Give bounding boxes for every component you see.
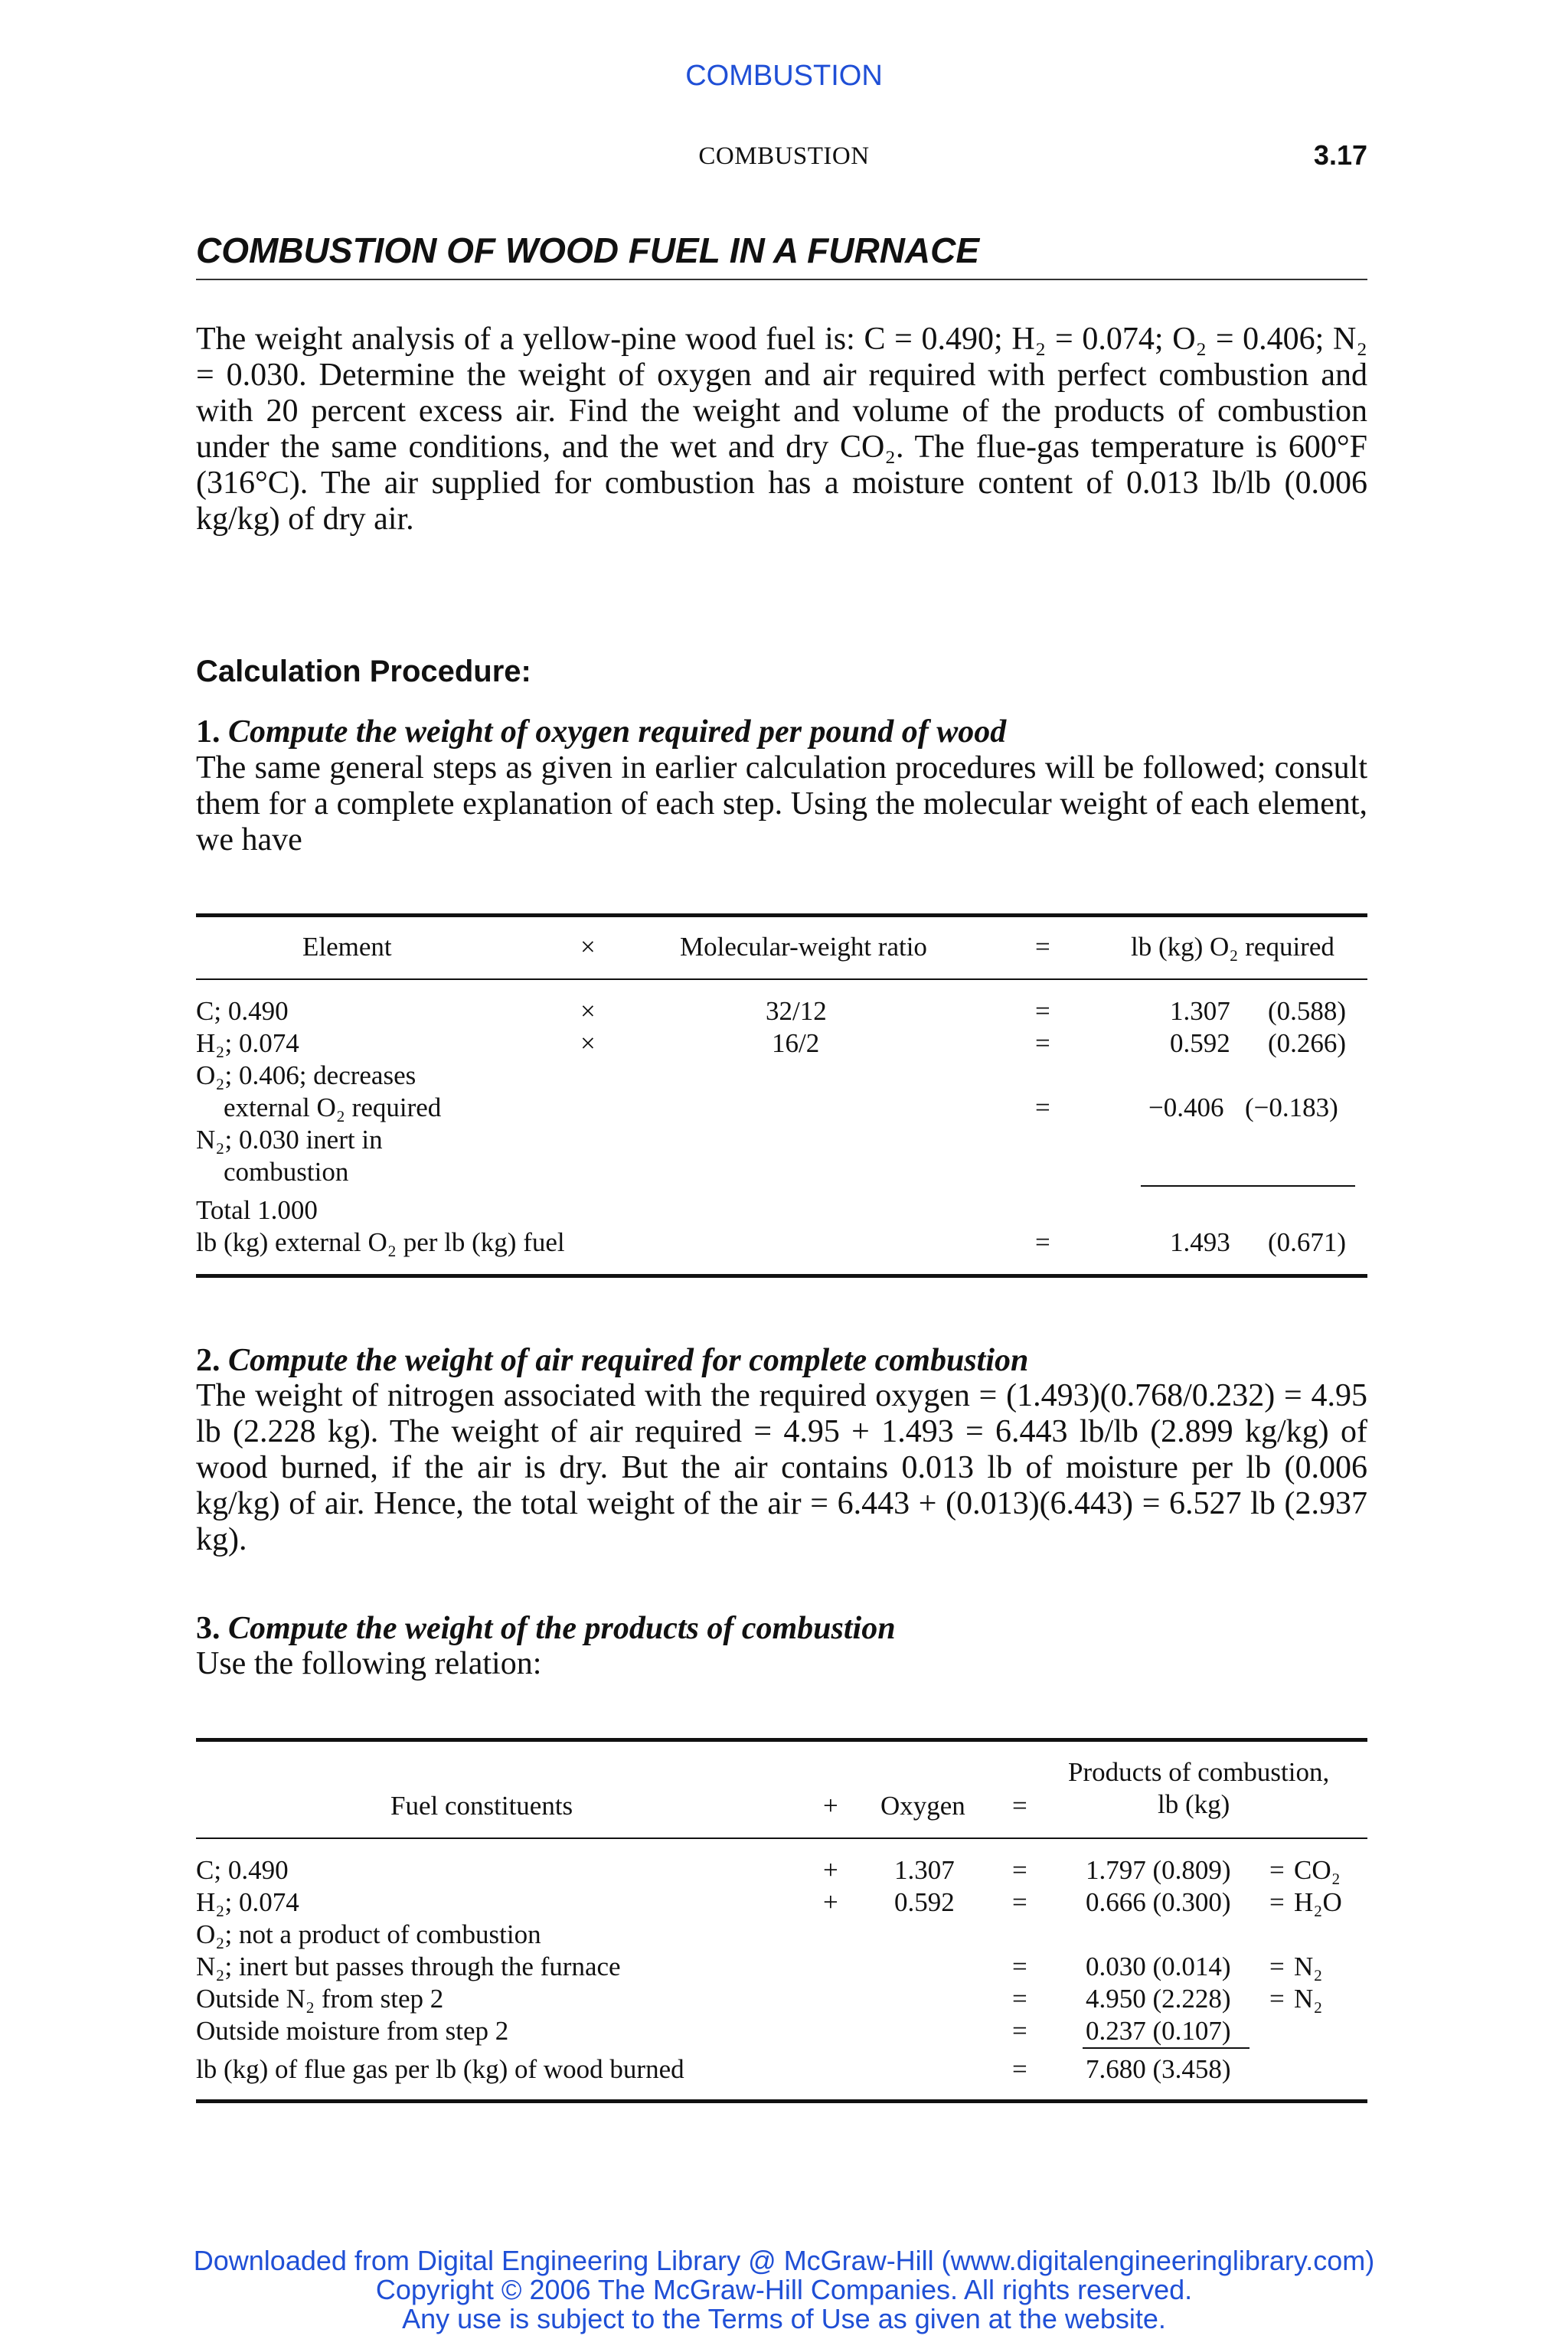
step-2-heading <box>196 1342 1028 1379</box>
t2-row-flue-label: lb (kg) of flue gas per lb (kg) of wood burned <box>196 2054 684 2084</box>
col-header-oxygen: Oxygen <box>880 1791 965 1821</box>
t2-row-moisture-product: 0.237 (0.107) <box>1086 2016 1231 2046</box>
table-top-rule <box>196 913 1367 917</box>
t2-row-outside-n2-eq2: = <box>1269 1984 1285 2014</box>
t2-row-c-equals: = <box>1012 1855 1027 1885</box>
col-header-element: Element <box>302 932 392 962</box>
row-n2-element-1: N₂; 0.030 inert in <box>196 1125 383 1155</box>
t2-row-n2-product: 0.030 (0.014) <box>1086 1952 1231 1981</box>
col-header-equals: = <box>1012 1791 1027 1821</box>
title-rule <box>196 279 1367 280</box>
col-header-plus: + <box>823 1791 838 1821</box>
col-header-equals: = <box>1035 932 1050 962</box>
t2-row-h2-product: 0.666 (0.300) <box>1086 1887 1231 1917</box>
step-2-body: The weight of nitrogen associated with the required oxygen = (1.493)(0.768/0.232) = 4.95 lb (2.228 kg). The weight of air required = 4.95 + 1.493 = 6.443 lb/lb (2.899 kg/kg) of wood burned, if the air is dry. But the air contains 0.013 lb of moisture per lb (0.006 kg/kg) of air. Hence, the total weight of the air = 6.443 + (0.013)(6.443) = 6.527 lb (2.937 kg). <box>196 1378 1367 1557</box>
t2-row-n2-equals: = <box>1012 1952 1027 1981</box>
step-1-heading <box>196 714 1006 750</box>
step-3-heading <box>196 1610 896 1647</box>
step-3-body: Use the following relation: <box>196 1646 542 1681</box>
table2-bottom-rule <box>196 2099 1367 2103</box>
col-header-products-1: Products of combustion, <box>1068 1757 1330 1787</box>
step-3-title: Compute the weight of the products of combustion <box>228 1611 896 1646</box>
col-header-ratio: Molecular-weight ratio <box>680 932 927 962</box>
source-banner: COMBUSTION <box>685 60 883 92</box>
row-h2-ratio: 16/2 <box>772 1028 820 1058</box>
t2-row-h2-plus: + <box>823 1887 838 1917</box>
t2-row-n2-species: N₂ <box>1294 1952 1323 1981</box>
row-external-equals: = <box>1035 1227 1050 1257</box>
step-2-title: Compute the weight of air required for complete combustion <box>228 1343 1029 1378</box>
t2-row-c-plus: + <box>823 1855 838 1885</box>
t2-row-c-eq2: = <box>1269 1855 1285 1885</box>
t2-row-h2-label: H₂; 0.074 <box>196 1887 299 1917</box>
step-2-number: 2. <box>196 1343 220 1378</box>
table2-top-rule <box>196 1738 1367 1742</box>
t2-row-flue-product: 7.680 (3.458) <box>1086 2054 1231 2084</box>
row-external-value: 1.493 <box>1170 1227 1230 1257</box>
row-h2-element: H₂; 0.074 <box>196 1028 299 1058</box>
row-h2-equals: = <box>1035 1028 1050 1058</box>
row-o2-element-2: external O₂ required <box>224 1093 442 1122</box>
t2-row-moisture-equals: = <box>1012 2016 1027 2046</box>
row-o2-metric: (−0.183) <box>1245 1093 1338 1122</box>
t2-row-outside-n2-product: 4.950 (2.228) <box>1086 1984 1231 2014</box>
col-header-products-2: lb (kg) <box>1158 1789 1230 1819</box>
section-title: COMBUSTION OF WOOD FUEL IN A FURNACE <box>196 230 980 270</box>
t2-row-outside-n2-label: Outside N₂ from step 2 <box>196 1984 444 2014</box>
step-3-number: 3. <box>196 1611 220 1646</box>
footer-download-link[interactable]: Downloaded from Digital Engineering Library @ McGraw-Hill (www.digitalengineeringlibrary.com) <box>193 2245 1375 2276</box>
row-total-label: Total 1.000 <box>196 1195 318 1225</box>
table-bottom-rule <box>196 1274 1367 1278</box>
row-c-times: × <box>580 996 596 1026</box>
step-1-title: Compute the weight of oxygen required per pound of wood <box>228 714 1007 750</box>
row-o2-element-1: O₂; 0.406; decreases <box>196 1060 416 1090</box>
row-external-metric: (0.671) <box>1268 1227 1347 1257</box>
table2-header-rule <box>196 1838 1367 1839</box>
footer-copyright: Copyright © 2006 The McGraw-Hill Companies. All rights reserved. <box>375 2274 1193 2305</box>
col-header-times: × <box>580 932 596 962</box>
row-h2-metric: (0.266) <box>1268 1028 1347 1058</box>
t2-row-c-product: 1.797 (0.809) <box>1086 1855 1231 1885</box>
page-number: 3.17 <box>1313 139 1367 171</box>
t2-row-c-species: CO₂ <box>1294 1855 1341 1885</box>
t2-row-o2-label: O₂; not a product of combustion <box>196 1919 541 1949</box>
t2-row-outside-n2-equals: = <box>1012 1984 1027 2014</box>
footer-terms: Any use is subject to the Terms of Use as given at the website. <box>402 2303 1166 2334</box>
t2-row-flue-equals: = <box>1012 2054 1027 2084</box>
t2-sum-rule <box>1083 2047 1250 2049</box>
sum-rule <box>1141 1185 1355 1187</box>
step-1-body: The same general steps as given in earlier calculation procedures will be followed; consult them for a complete explanation of each step. Using the molecular weight of each element, we have <box>196 750 1367 858</box>
row-external-label: lb (kg) external O₂ per lb (kg) fuel <box>196 1227 565 1257</box>
row-c-ratio: 32/12 <box>766 996 827 1026</box>
col-header-fuel: Fuel constituents <box>390 1791 573 1821</box>
t2-row-moisture-label: Outside moisture from step 2 <box>196 2016 509 2046</box>
row-h2-times: × <box>580 1028 596 1058</box>
t2-row-h2-equals: = <box>1012 1887 1027 1917</box>
row-h2-value: 0.592 <box>1170 1028 1230 1058</box>
row-c-metric: (0.588) <box>1268 996 1347 1026</box>
row-o2-value: −0.406 <box>1148 1093 1224 1122</box>
t2-row-h2-oxygen: 0.592 <box>894 1887 955 1917</box>
t2-row-outside-n2-species: N₂ <box>1294 1984 1323 2014</box>
row-c-equals: = <box>1035 996 1050 1026</box>
step-1-number: 1. <box>196 714 220 750</box>
row-c-element: C; 0.490 <box>196 996 289 1026</box>
row-n2-element-2: combustion <box>224 1157 349 1187</box>
problem-statement: The weight analysis of a yellow-pine wood fuel is: C = 0.490; H₂ = 0.074; O₂ = 0.406; N₂ = 0.030. Determine the weight of oxygen and air required with perfect combustion and with 20 percent excess air. Find the weight and volume of the products of combustion under the same conditions, and the wet and dry CO₂. The flue-gas temperature is 600°F (316°C). The air supplied for combustion has a moisture content of 0.013 lb/lb (0.006 kg/kg) of dry air. <box>196 322 1367 537</box>
running-head: COMBUSTION <box>698 142 870 170</box>
calculation-heading: Calculation Procedure: <box>196 655 531 688</box>
t2-row-h2-species: H₂O <box>1294 1887 1342 1917</box>
t2-row-n2-label: N₂; inert but passes through the furnace <box>196 1952 621 1981</box>
t2-row-c-oxygen: 1.307 <box>894 1855 955 1885</box>
t2-row-c-label: C; 0.490 <box>196 1855 289 1885</box>
t2-row-n2-eq2: = <box>1269 1952 1285 1981</box>
row-o2-equals: = <box>1035 1093 1050 1122</box>
t2-row-h2-eq2: = <box>1269 1887 1285 1917</box>
col-header-o2-required: lb (kg) O₂ required <box>1131 932 1334 962</box>
table-header-rule <box>196 978 1367 980</box>
row-c-value: 1.307 <box>1170 996 1230 1026</box>
